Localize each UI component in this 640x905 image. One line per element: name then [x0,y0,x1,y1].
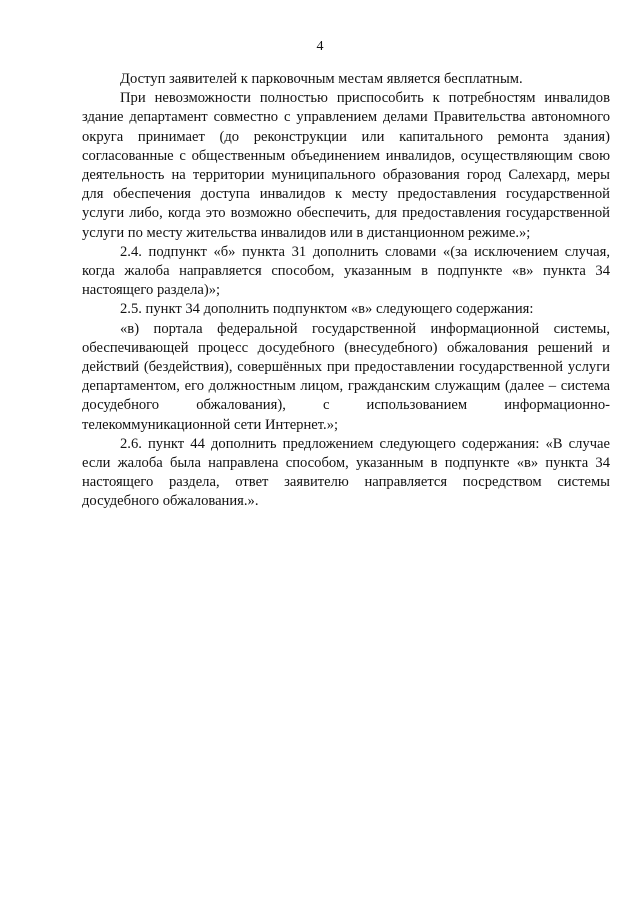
document-body [82,70,610,512]
paragraph-parking-access: Доступ заявителей к парковочным местам является бесплатным. [120,71,523,87]
paragraph-item-2-4: 2.4. подпункт «б» пункта 31 дополнить словами «(за исключением случая, когда жалоба направляется способом, указанным в подпункте «в» пункта 34 настоящего раздела)»; [82,243,610,299]
paragraph-accessibility-measures: При невозможности полностью приспособить к потребностям инвалидов здание департамент совместно с управлением делами Правительства автономного округа принимает (до реконструкции или капитального ремонта здания) согласованные с общественным объединением инвалидов, осуществляющим свою деятельность на территории муниципального образования город Салехард, меры для обеспечения доступа инвалидов к месту предоставления государственной услуги либо, когда это возможно обеспечить, для предоставления государственной услуги по месту жительства инвалидов или в дистанционном режиме.»; [82,90,610,241]
paragraph-item-2-6: 2.6. пункт 44 дополнить предложением следующего содержания: «В случае если жалоба была направлена способом, указанным в подпункте «в» пункта 34 настоящего раздела, ответ заявителю направляется посредством системы досудебного обжалования.». [82,435,610,510]
paragraph-subitem-v-portal: «в) портала федеральной государственной информационной системы, обеспечивающей процесс досудебного (внесудебного) обжалования решений и действий (бездействия), совершённых при предоставлении государственной услуги департаментом, его должностным лицом, гражданским служащим (далее – система досудебного обжалования), с использованием информационно-телекоммуникационной сети Интернет.»; [82,320,610,433]
page-number: 4 [316,39,324,54]
paragraph-item-2-5: 2.5. пункт 34 дополнить подпунктом «в» следующего содержания: [120,301,534,318]
